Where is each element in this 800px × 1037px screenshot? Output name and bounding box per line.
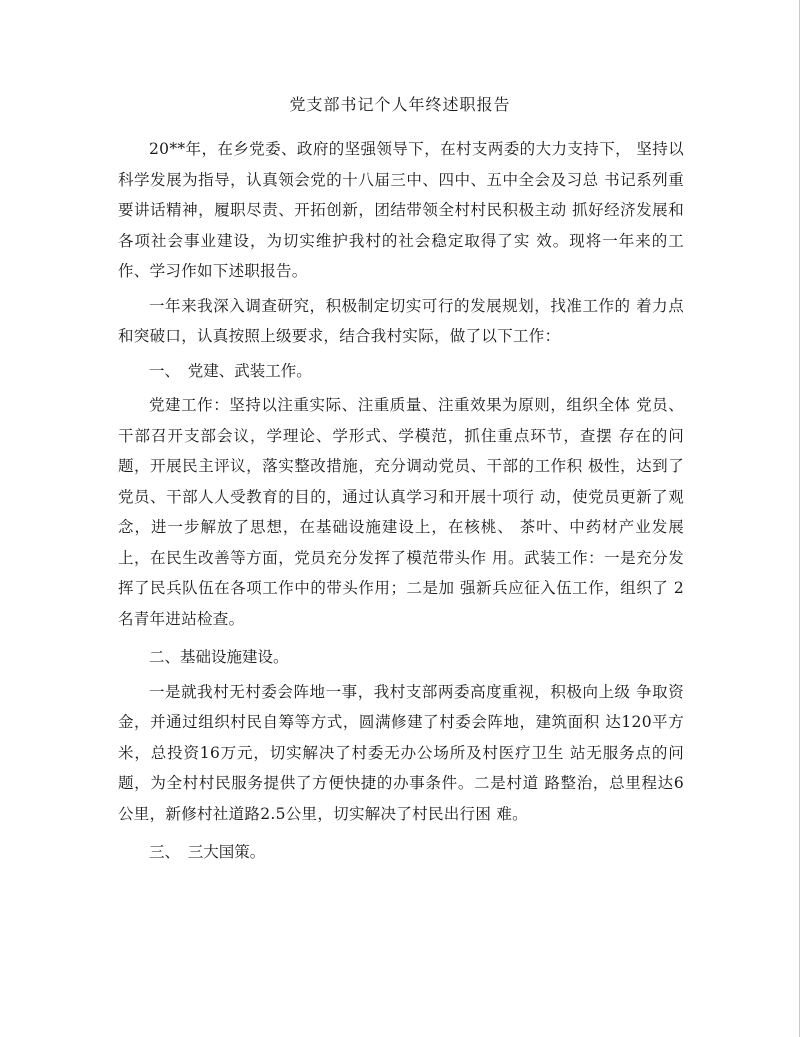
document-body (118, 134, 684, 872)
section-heading-party-building: 一、 党建、武装工作。 (149, 361, 312, 380)
section-heading-national-policies: 三、 三大国策。 (149, 843, 266, 861)
paragraph-intro: 20**年，在乡党委、政府的坚强领导下，在村支两委的大力支持下， 坚持以科学发展为指导，认真领会党的十八届三中、四中、五中全会及习总 书记系列重要讲话精神，履职尽责、开拓创新，团结带领全村村民积极主动 抓好经济发展和各项社会事业建设，为切实维护我村的社会稳定取得了实 效。现将一年来的工作、学习作如下述职报告。 (118, 140, 684, 280)
paragraph-party-building: 党建工作：坚持以注重实际、注重质量、注重效果为原则，组织全体 党员、干部召开支部会议，学理论、学形式、学模范，抓住重点环节，查摆 存在的问题，开展民主评议，落实整改措施，充分调动党员、干部的工作积 极性，达到了党员、干部人人受教育的目的，通过认真学习和开展十项行 动，使党员更新了观念，进一步解放了思想，在基础设施建设上，在核桃、 茶叶、中药材产业发展上，在民生改善等方面，党员充分发挥了模范带头作 用。武装工作：一是充分发挥了民兵队伍在各项工作中的带头作用；二是加 强新兵应征入伍工作，组织了 2名青年进站检查。 (118, 396, 684, 628)
section-heading-infrastructure: 二、基础设施建设。 (149, 648, 289, 666)
document-title: 党支部书记个人年终述职报告 (289, 95, 511, 114)
paragraph-overview: 一年来我深入调查研究，积极制定切实可行的发展规划，找准工作的 着力点和突破口，认真按照上级要求，结合我村实际，做了以下工作： (118, 296, 684, 345)
paragraph-infrastructure: 一是就我村无村委会阵地一事，我村支部两委高度重视，积极向上级 争取资金，并通过组织村民自筹等方式，圆满修建了村委会阵地，建筑面积 达120平方米，总投资16万元，切实解决了村委无办公场所及村医疗卫生 站无服务点的问题，为全村村民服务提供了方便快捷的办事条件。二是村道 路整治，总里程达6公里，新修村社道路2.5公里，切实解决了村民出行困 难。 (118, 682, 684, 823)
